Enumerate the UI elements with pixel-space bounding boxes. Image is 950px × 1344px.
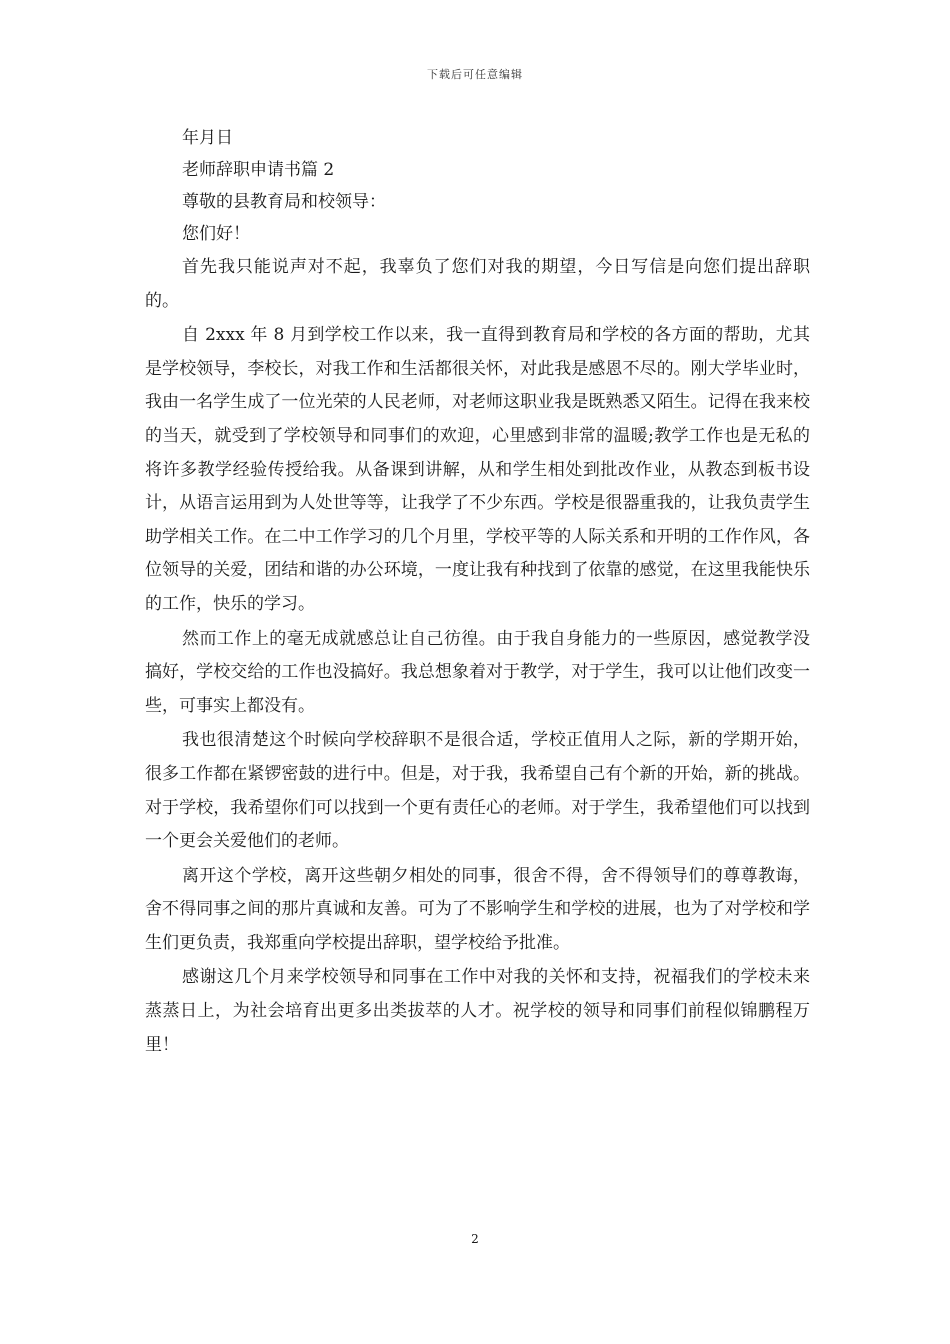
document-body	[145, 122, 810, 1062]
page-header: 下载后可任意编辑	[427, 68, 523, 81]
paragraph-thanks: 感谢这几个月来学校领导和同事在工作中对我的关怀和支持，祝福我们的学校未来蒸蒸日上，为社会培育出更多出类拔萃的人才。祝学校的领导和同事们前程似锦鹏程万里！	[145, 967, 810, 1055]
paragraph-farewell: 离开这个学校，离开这些朝夕相处的同事，很舍不得，舍不得领导们的尊尊教诲，舍不得同事之间的那片真诚和友善。可为了不影响学生和学校的进展，也为了对学校和学生们更负责，我郑重向学校提出辞职，望学校给予批准。	[145, 865, 810, 953]
paragraph-apology: 首先我只能说声对不起，我辜负了您们对我的期望，今日写信是向您们提出辞职的。	[145, 257, 810, 311]
paragraph-experience: 自 2xxx 年 8 月到学校工作以来，我一直得到教育局和学校的各方面的帮助，尤其是学校领导，李校长，对我工作和生活都很关怀，对此我是感恩不尽的。刚大学毕业时，我由一名学生成了一位光荣的人民老师，对老师这职业我是既熟悉又陌生。记得在我来校的当天，就受到了学校领导和同事们的欢迎，心里感到非常的温暖;教学工作也是无私的将许多教学经验传授给我。从备课到讲解，从和学生相处到批改作业，从教态到板书设计，从语言运用到为人处世等等，让我学了不少东西。学校是很器重我的，让我负责学生助学相关工作。在二中工作学习的几个月里，学校平等的人际关系和开明的工作作风，各位领导的关爱，团结和谐的办公环境，一度让我有种找到了依靠的感觉，在这里我能快乐的工作，快乐的学习。	[145, 325, 810, 614]
page-number: 2	[471, 1232, 479, 1246]
paragraph-reflection: 然而工作上的毫无成就感总让自己彷徨。由于我自身能力的一些原因，感觉教学没搞好，学校交给的工作也没搞好。我总想象着对于教学，对于学生，我可以让他们改变一些，可事实上都没有。	[145, 628, 810, 716]
greeting: 您们好！	[182, 224, 250, 244]
paragraph-timing: 我也很清楚这个时候向学校辞职不是很合适，学校正值用人之际，新的学期开始，很多工作都在紧锣密鼓的进行中。但是，对于我，我希望自己有个新的开始，新的挑战。对于学校，我希望你们可以找到一个更有责任心的老师。对于学生，我希望他们可以找到一个更会关爱他们的老师。	[145, 730, 810, 852]
salutation: 尊敬的县教育局和校领导：	[182, 192, 386, 212]
document-title: 老师辞职申请书篇 2	[182, 160, 335, 180]
date-line: 年月日	[182, 128, 233, 148]
